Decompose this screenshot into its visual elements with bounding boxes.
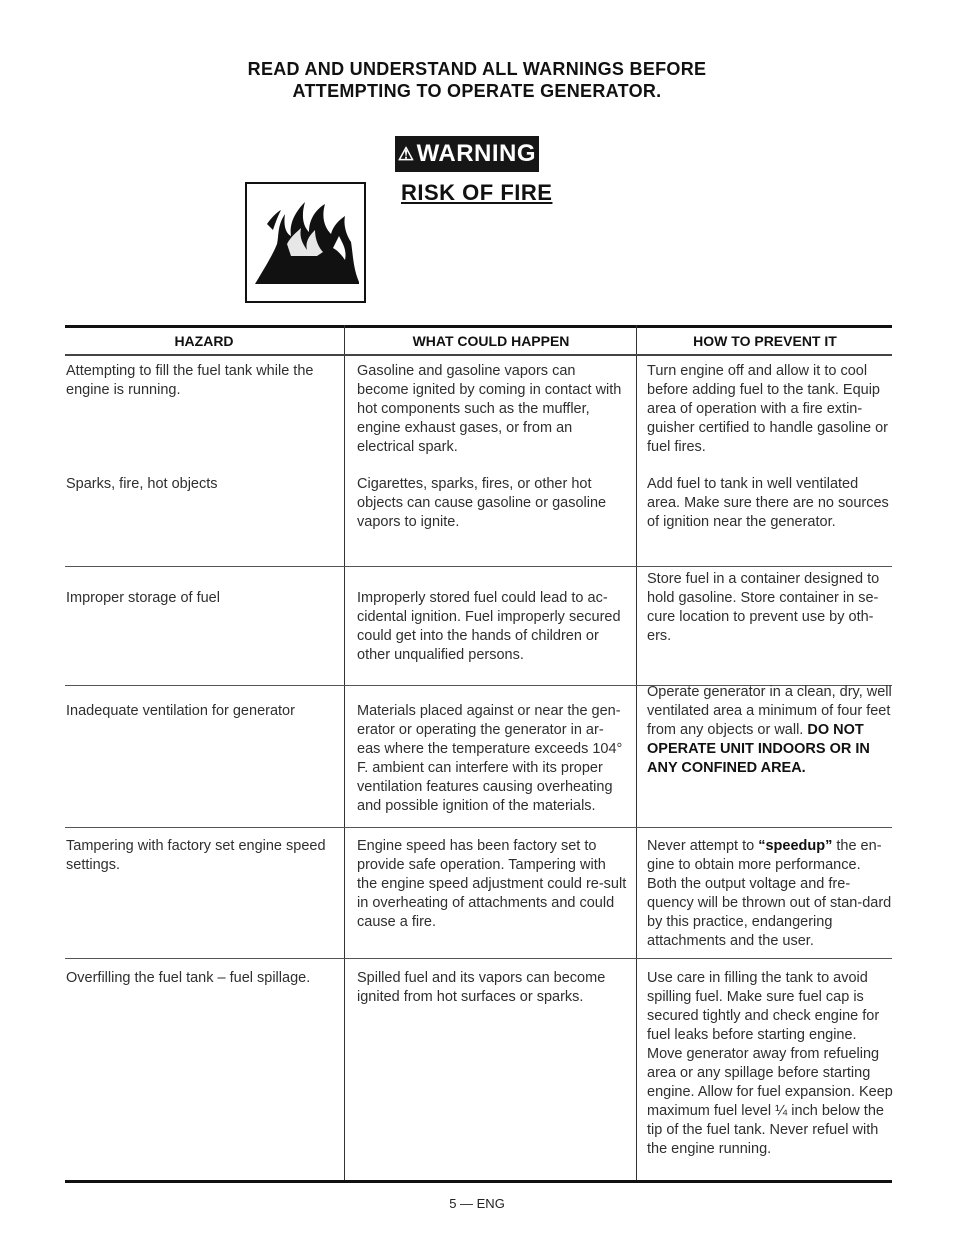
row-5-happen: Engine speed has been factory set to provide safe operation. Tampering with the engine speed adjustment could re-sult in overheating of attachments and could cause a fire.: [357, 838, 627, 930]
warning-triangle-icon: ⚠: [397, 143, 415, 164]
header-hazard: HAZARD: [174, 333, 234, 349]
row-2-happen: Cigarettes, sparks, fires, or other hot objects can cause gasoline or gasoline vapors to ignite.: [357, 476, 607, 530]
row-1-hazard: Attempting to fill the fuel tank while the engine is running.: [66, 363, 314, 398]
page-heading: [0, 58, 954, 102]
row-5-prevent-speedup: “speedup”: [758, 838, 833, 854]
header-how-to-prevent: HOW TO PREVENT IT: [693, 333, 837, 349]
header-what-could-happen: WHAT COULD HAPPEN: [412, 333, 570, 349]
row-rule: [65, 827, 892, 828]
warning-label: WARNING: [416, 140, 537, 167]
row-3-prevent: Store fuel in a container designed to hold gasoline. Store container in se-cure location to prevent use by oth-ers.: [647, 571, 880, 644]
column-divider-1: [344, 325, 345, 1182]
warning-banner: [395, 136, 539, 172]
fire-icon: [245, 182, 366, 303]
header-rule: [65, 354, 892, 356]
row-3-hazard: Improper storage of fuel: [66, 590, 220, 606]
row-2-hazard: Sparks, fire, hot objects: [66, 476, 218, 492]
column-divider-2: [636, 325, 637, 1182]
table-top-rule: [65, 325, 892, 328]
row-4-hazard: Inadequate ventilation for generator: [66, 703, 295, 719]
row-5-hazard: Tampering with factory set engine speed settings.: [66, 838, 326, 873]
row-6-hazard: Overfilling the fuel tank – fuel spillage.: [66, 970, 311, 986]
heading-line-1: READ AND UNDERSTAND ALL WARNINGS BEFORE: [247, 59, 707, 79]
row-6-happen: Spilled fuel and its vapors can become ignited from hot surfaces or sparks.: [357, 970, 606, 1005]
row-1-prevent: Turn engine off and allow it to cool before adding fuel to the tank. Equip area of operation with a fire extin-guisher certified to handle gasoline or fuel fires.: [647, 363, 889, 455]
row-4-prevent: [647, 683, 893, 778]
table-bottom-rule: [65, 1180, 892, 1183]
row-5-prevent-text: the en-gine to obtain more performance. Both the output voltage and fre-quency will be thrown out of stan-dard by this practice, endangering attachments and the user.: [647, 838, 892, 949]
row-1-happen: Gasoline and gasoline vapors can become ignited by coming in contact with hot components such as the muffler, engine exhaust gases, or from an electrical spark.: [357, 363, 622, 455]
row-2-prevent: Add fuel to tank in well ventilated area. Make sure there are no sources of ignition near the generator.: [647, 476, 889, 530]
row-4-prevent-text: Operate generator in a clean, dry, well ventilated area a minimum of four feet from any objects or wall.: [647, 684, 892, 738]
heading-line-2: ATTEMPTING TO OPERATE GENERATOR.: [292, 81, 662, 101]
row-4-prevent-warning: DO NOT OPERATE UNIT INDOORS OR IN ANY CONFINED AREA.: [647, 722, 870, 776]
row-rule: [65, 566, 892, 567]
row-4-happen: Materials placed against or near the gen-erator or operating the generator in ar-eas where the temperature exceeds 104° F. ambient can interfere with its proper ventilation features causing overheating and possible ignition of the materials.: [357, 703, 623, 814]
risk-title: RISK OF FIRE: [401, 180, 553, 205]
row-3-happen: Improperly stored fuel could lead to ac-cidental ignition. Fuel improperly secured could get into the hands of children or other unqualified persons.: [357, 590, 621, 663]
page-footer: 5 — ENG: [449, 1196, 505, 1211]
row-5-prevent-pre: Never attempt to: [647, 838, 755, 854]
row-5-prevent: [647, 837, 893, 951]
row-rule: [65, 958, 892, 959]
row-6-prevent: Use care in filling the tank to avoid spilling fuel. Make sure fuel cap is secured tightly and check engine for fuel leaks before starting engine. Move generator away from refueling area or any spillage before starting engine. Allow for fuel expansion. Keep maximum fuel level ¼ inch below the tip of the fuel tank. Never refuel with the engine running.: [647, 970, 893, 1157]
